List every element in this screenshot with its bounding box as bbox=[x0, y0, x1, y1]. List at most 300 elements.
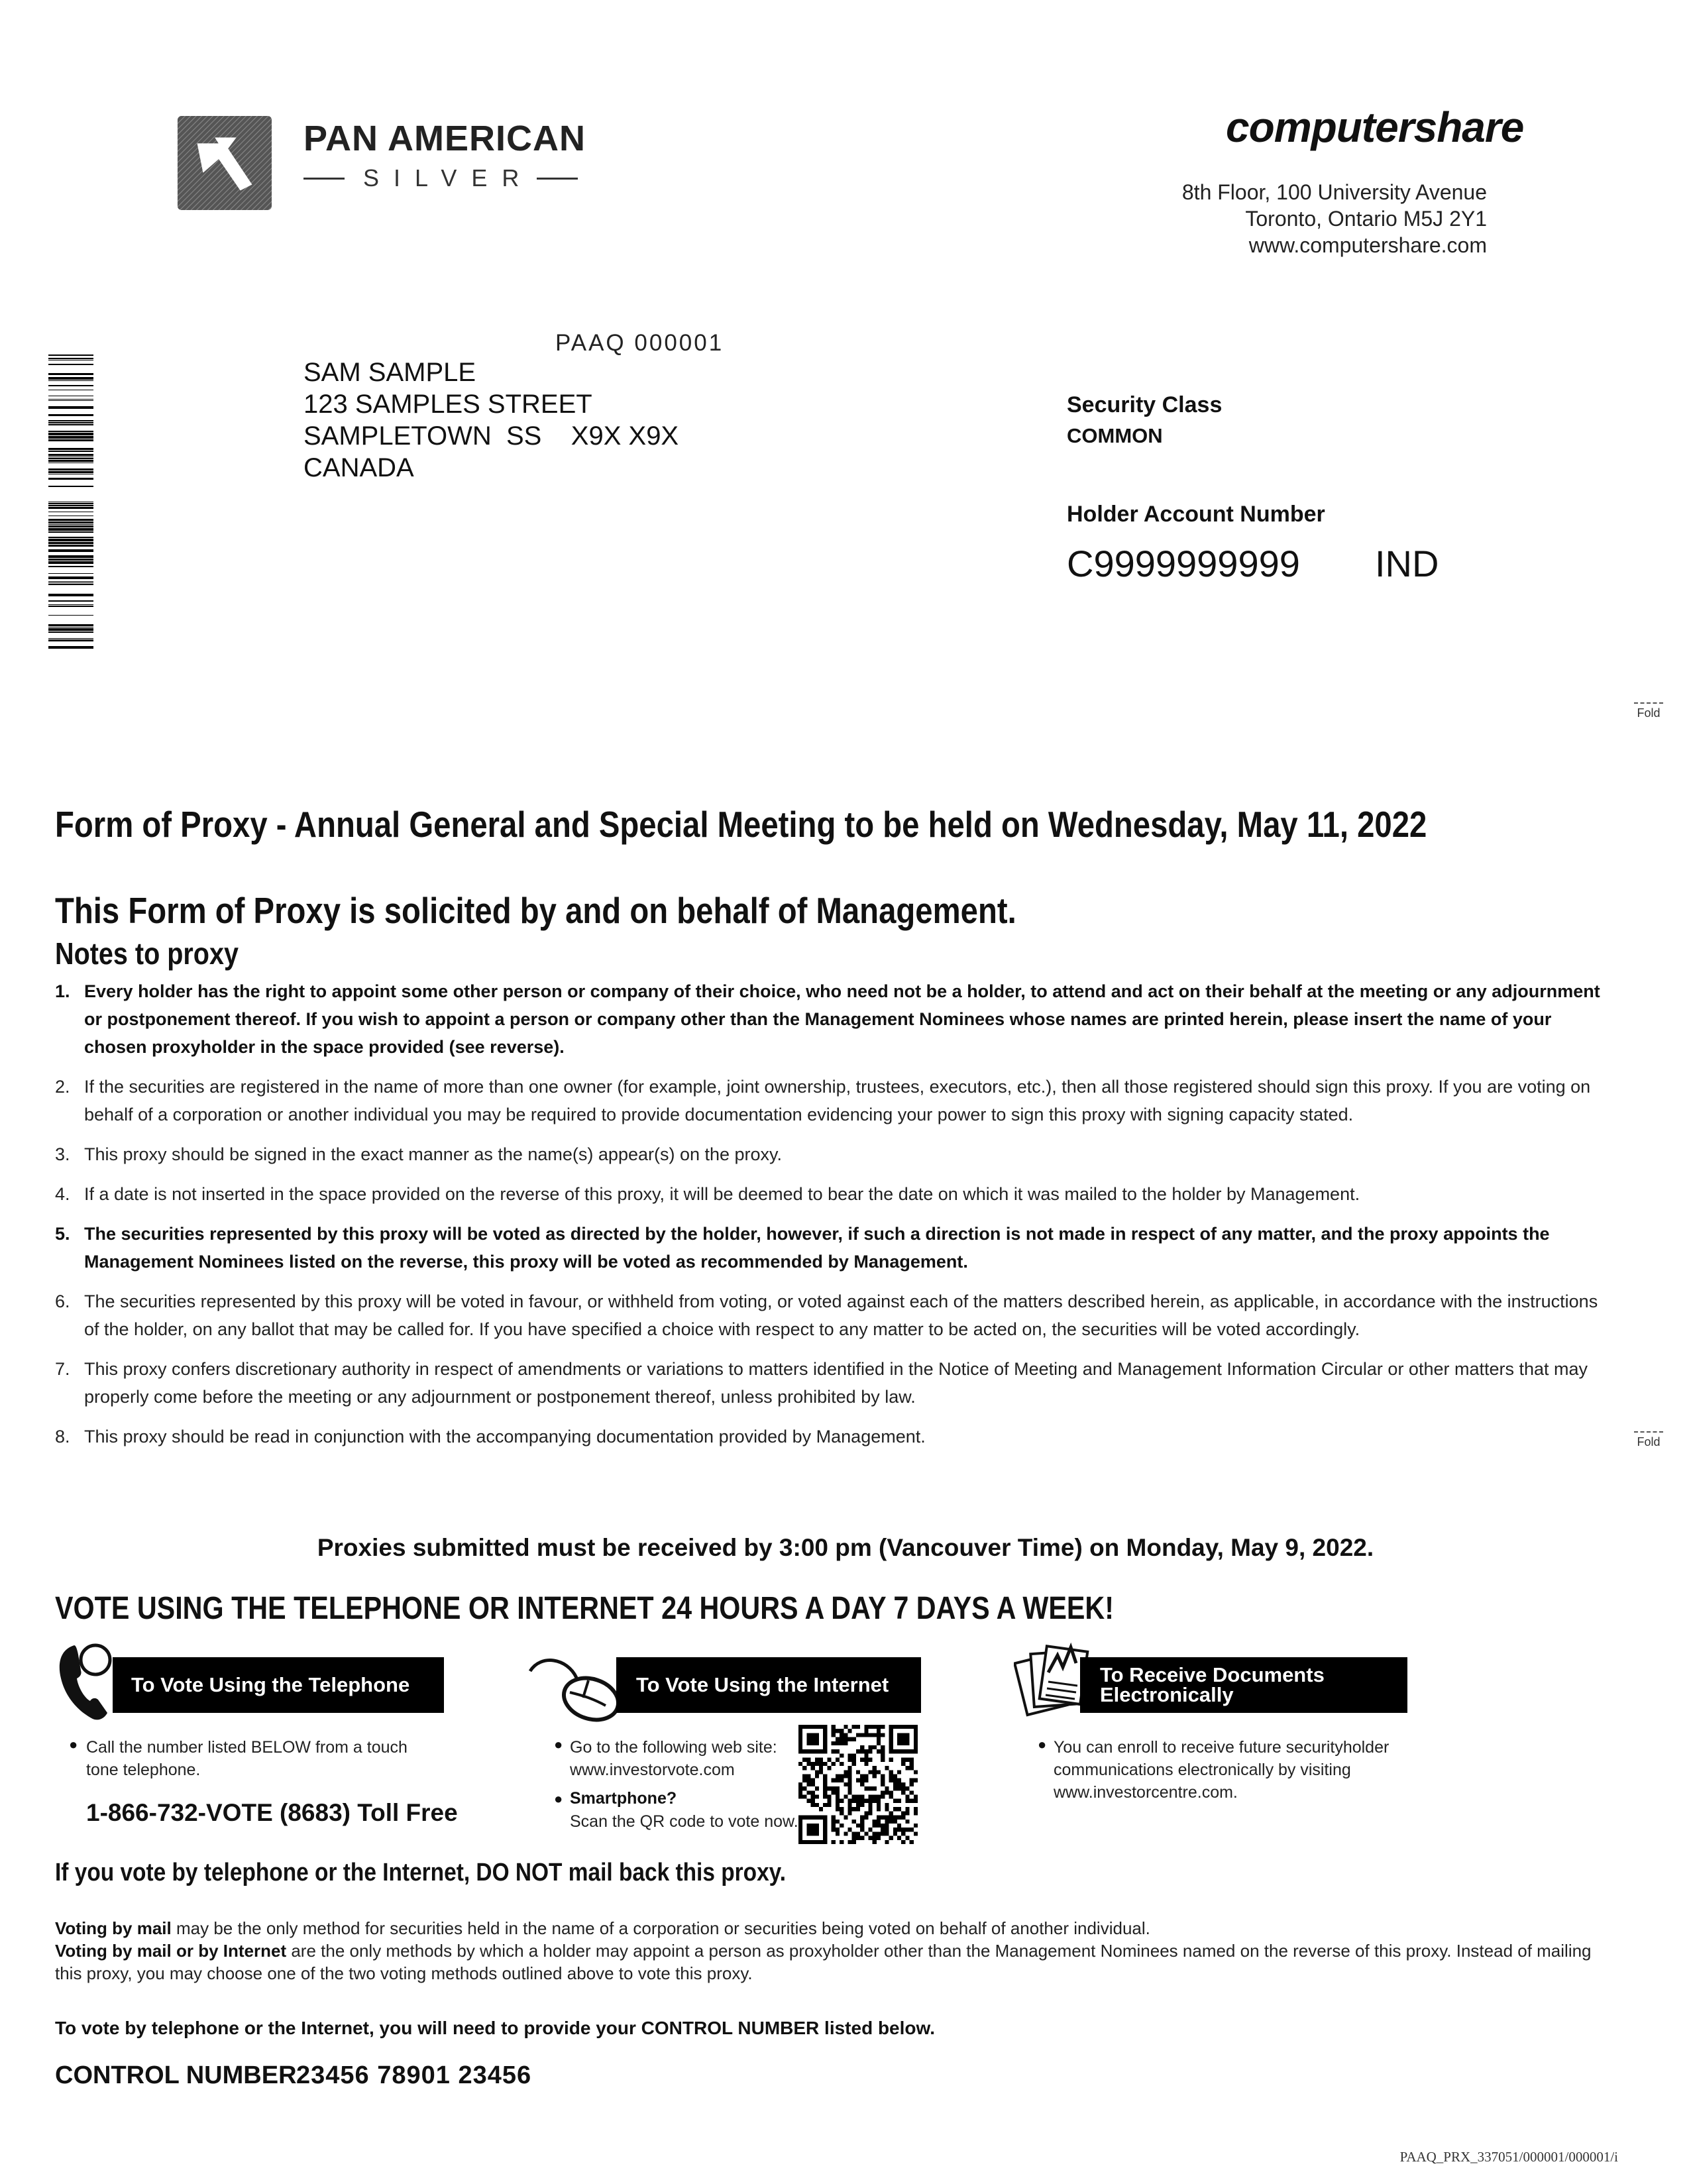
qr-module bbox=[910, 1725, 914, 1729]
qr-module bbox=[815, 1749, 819, 1753]
logo-rule-right bbox=[537, 178, 578, 180]
qr-module bbox=[860, 1749, 864, 1753]
qr-module bbox=[877, 1803, 881, 1807]
qr-module bbox=[877, 1831, 881, 1835]
qr-module bbox=[852, 1831, 856, 1835]
qr-module bbox=[910, 1749, 914, 1753]
qr-module bbox=[827, 1803, 831, 1807]
qr-module bbox=[860, 1778, 864, 1782]
qr-module bbox=[815, 1824, 819, 1828]
qr-module bbox=[840, 1762, 844, 1766]
qr-module bbox=[897, 1778, 901, 1782]
barcode-bar bbox=[48, 424, 93, 425]
qr-module bbox=[847, 1766, 851, 1770]
qr-module bbox=[914, 1729, 918, 1733]
barcode-bar bbox=[48, 584, 93, 585]
agent-address bbox=[1182, 179, 1487, 258]
qr-module bbox=[811, 1828, 815, 1831]
qr-module bbox=[889, 1774, 893, 1778]
qr-module bbox=[823, 1836, 827, 1840]
qr-module bbox=[844, 1795, 847, 1799]
barcode-bar bbox=[48, 406, 93, 409]
qr-module bbox=[869, 1770, 873, 1774]
qr-module bbox=[885, 1766, 889, 1770]
internet-instructions[interactable]: Go to the following web site: www.investorvote.com bbox=[570, 1738, 777, 1779]
qr-module bbox=[889, 1749, 893, 1753]
documents-instructions[interactable]: You can enroll to receive future securityholder communications electronically by visiting www.investorcentre.com. bbox=[1054, 1738, 1390, 1802]
qr-module bbox=[815, 1725, 819, 1729]
qr-module bbox=[881, 1733, 885, 1737]
qr-module bbox=[823, 1790, 827, 1794]
qr-module bbox=[802, 1840, 806, 1844]
issuer-logo-line1: PAN AMERICAN bbox=[303, 119, 586, 158]
qr-module bbox=[897, 1725, 901, 1729]
note-number: 7. bbox=[55, 1359, 70, 1379]
qr-module bbox=[914, 1749, 918, 1753]
qr-module bbox=[802, 1725, 806, 1729]
qr-module bbox=[798, 1824, 802, 1828]
barcode-bar bbox=[48, 566, 93, 567]
qr-module bbox=[802, 1758, 806, 1762]
qr-module bbox=[798, 1831, 802, 1835]
qr-module bbox=[823, 1725, 827, 1729]
qr-module bbox=[901, 1790, 905, 1794]
barcode-bar bbox=[48, 431, 93, 432]
qr-module bbox=[819, 1749, 823, 1753]
telephone-icon bbox=[54, 1640, 121, 1725]
qr-module bbox=[836, 1786, 840, 1790]
qr-module bbox=[901, 1811, 905, 1815]
qr-module bbox=[811, 1733, 815, 1737]
do-not-mail-warning: If you vote by telephone or the Internet, DO NOT mail back this proxy. bbox=[55, 1859, 787, 1886]
qr-module bbox=[905, 1737, 909, 1741]
qr-module bbox=[802, 1816, 806, 1820]
qr-module bbox=[798, 1836, 802, 1840]
qr-module bbox=[877, 1741, 881, 1745]
qr-module bbox=[889, 1820, 893, 1824]
qr-module bbox=[806, 1782, 810, 1786]
voting-by-mail-info bbox=[55, 1917, 1606, 1985]
qr-module bbox=[798, 1820, 802, 1824]
qr-module bbox=[910, 1799, 914, 1803]
qr-module bbox=[877, 1807, 881, 1811]
qr-module bbox=[860, 1828, 864, 1831]
note-number: 1. bbox=[55, 981, 70, 1001]
qr-module bbox=[798, 1828, 802, 1831]
qr-module bbox=[856, 1749, 860, 1753]
qr-module bbox=[860, 1816, 864, 1820]
qr-module bbox=[823, 1749, 827, 1753]
note-item bbox=[55, 1355, 1606, 1411]
qr-module bbox=[832, 1786, 836, 1790]
holder-account-type: IND bbox=[1375, 543, 1439, 584]
qr-module bbox=[873, 1831, 877, 1835]
barcode-bar bbox=[48, 627, 93, 628]
qr-module bbox=[840, 1741, 844, 1745]
qr-module bbox=[889, 1816, 893, 1820]
qr-module bbox=[815, 1741, 819, 1745]
qr-module bbox=[869, 1786, 873, 1790]
note-item bbox=[55, 1180, 1606, 1208]
qr-module bbox=[873, 1795, 877, 1799]
qr-module bbox=[881, 1816, 885, 1820]
qr-module bbox=[811, 1795, 815, 1799]
qr-module bbox=[836, 1778, 840, 1782]
note-number: 6. bbox=[55, 1291, 70, 1311]
qr-module bbox=[873, 1786, 877, 1790]
qr-module bbox=[914, 1725, 918, 1729]
qr-module bbox=[901, 1725, 905, 1729]
qr-module bbox=[897, 1733, 901, 1737]
qr-module bbox=[847, 1803, 851, 1807]
qr-module bbox=[889, 1811, 893, 1815]
qr-module bbox=[869, 1799, 873, 1803]
qr-module bbox=[832, 1725, 836, 1729]
qr-module bbox=[901, 1758, 905, 1762]
barcode-bar bbox=[48, 519, 93, 521]
note-number: 8. bbox=[55, 1427, 70, 1447]
qr-module bbox=[815, 1795, 819, 1799]
control-number-instruction: To vote by telephone or the Internet, you will need to provide your CONTROL NUMBER listed below. bbox=[55, 2018, 936, 2038]
qr-module bbox=[893, 1786, 897, 1790]
qr-module bbox=[881, 1758, 885, 1762]
qr-module bbox=[860, 1758, 864, 1762]
qr-module bbox=[836, 1831, 840, 1835]
qr-module bbox=[914, 1737, 918, 1741]
qr-module bbox=[836, 1795, 840, 1799]
qr-module bbox=[811, 1749, 815, 1753]
barcode-bar bbox=[48, 573, 93, 574]
qr-module bbox=[823, 1828, 827, 1831]
qr-module bbox=[823, 1762, 827, 1766]
qr-module bbox=[873, 1799, 877, 1803]
qr-module bbox=[905, 1795, 909, 1799]
qr-module bbox=[847, 1758, 851, 1762]
qr-module bbox=[847, 1729, 851, 1733]
bullet-icon: ● bbox=[554, 1736, 563, 1753]
qr-module bbox=[889, 1741, 893, 1745]
qr-module bbox=[811, 1737, 815, 1741]
barcode-bar bbox=[48, 528, 93, 531]
qr-module bbox=[798, 1733, 802, 1737]
barcode-bar bbox=[48, 624, 93, 626]
qr-module bbox=[811, 1766, 815, 1770]
qr-module bbox=[823, 1831, 827, 1835]
qr-module bbox=[864, 1831, 868, 1835]
qr-module bbox=[860, 1774, 864, 1778]
qr-module bbox=[910, 1828, 914, 1831]
qr-module bbox=[905, 1828, 909, 1831]
qr-module bbox=[832, 1729, 836, 1733]
qr-module bbox=[844, 1741, 847, 1745]
qr-module bbox=[811, 1782, 815, 1786]
qr-module bbox=[864, 1816, 868, 1820]
qr-module bbox=[885, 1807, 889, 1811]
fold-label: Fold bbox=[1637, 706, 1661, 720]
qr-module bbox=[897, 1836, 901, 1840]
barcode-bar bbox=[48, 422, 93, 423]
qr-module bbox=[893, 1799, 897, 1803]
qr-module bbox=[869, 1725, 873, 1729]
qr-module bbox=[819, 1766, 823, 1770]
qr-module bbox=[840, 1807, 844, 1811]
qr-module bbox=[889, 1758, 893, 1762]
address-line: SAMPLETOWN SS X9X X9X bbox=[303, 421, 679, 451]
qr-module bbox=[840, 1840, 844, 1844]
note-item bbox=[55, 1287, 1606, 1343]
qr-module bbox=[847, 1799, 851, 1803]
qr-module bbox=[869, 1749, 873, 1753]
barcode-bar bbox=[48, 615, 93, 616]
qr-module bbox=[860, 1820, 864, 1824]
qr-module bbox=[897, 1786, 901, 1790]
qr-module bbox=[815, 1840, 819, 1844]
qr-module bbox=[844, 1782, 847, 1786]
qr-module bbox=[914, 1831, 918, 1835]
qr-module bbox=[869, 1803, 873, 1807]
qr-module bbox=[840, 1733, 844, 1737]
qr-module bbox=[881, 1782, 885, 1786]
qr-module bbox=[811, 1840, 815, 1844]
qr-module bbox=[798, 1725, 802, 1729]
qr-module bbox=[877, 1824, 881, 1828]
qr-module bbox=[905, 1749, 909, 1753]
qr-module bbox=[840, 1799, 844, 1803]
qr-module bbox=[847, 1770, 851, 1774]
barcode-bar bbox=[48, 594, 93, 596]
barcode-bar bbox=[48, 451, 93, 452]
note-text: This proxy should be read in conjunction with the accompanying documentation provided by Management. bbox=[84, 1427, 926, 1447]
qr-module bbox=[852, 1758, 856, 1762]
agent-address-line: 8th Floor, 100 University Avenue bbox=[1181, 180, 1487, 204]
qr-module bbox=[897, 1828, 901, 1831]
barcode-bar bbox=[48, 458, 93, 459]
qr-module bbox=[893, 1820, 897, 1824]
vote-internet-header: To Vote Using the Internet bbox=[616, 1657, 921, 1713]
qr-module bbox=[844, 1831, 847, 1835]
qr-module bbox=[798, 1737, 802, 1741]
qr-module bbox=[901, 1816, 905, 1820]
qr-module bbox=[889, 1729, 893, 1733]
barcode-bar bbox=[48, 537, 93, 538]
qr-module bbox=[815, 1803, 819, 1807]
qr-module bbox=[832, 1824, 836, 1828]
qr-module bbox=[823, 1733, 827, 1737]
qr-module bbox=[860, 1795, 864, 1799]
qr-module bbox=[914, 1795, 918, 1799]
qr-module bbox=[819, 1762, 823, 1766]
qr-module bbox=[873, 1840, 877, 1844]
note-text: If a date is not inserted in the space provided on the reverse of this proxy, it will be deemed to bear the date on which it was mailed to the holder by Management. bbox=[84, 1184, 1360, 1204]
qr-module bbox=[864, 1799, 868, 1803]
qr-module bbox=[905, 1758, 909, 1762]
qr-module bbox=[864, 1762, 868, 1766]
qr-module bbox=[802, 1786, 806, 1790]
barcode-bar bbox=[48, 454, 93, 456]
qr-module bbox=[832, 1762, 836, 1766]
qr-module bbox=[856, 1725, 860, 1729]
qr-module bbox=[811, 1741, 815, 1745]
qr-module bbox=[852, 1840, 856, 1844]
qr-module bbox=[832, 1816, 836, 1820]
qr-module bbox=[914, 1741, 918, 1745]
telephone-instructions: Call the number listed BELOW from a touch tone telephone. bbox=[86, 1738, 408, 1779]
qr-module bbox=[905, 1807, 909, 1811]
holder-account-number: C9999999999 bbox=[1067, 543, 1300, 584]
qr-module bbox=[873, 1774, 877, 1778]
barcode-bar bbox=[48, 377, 93, 380]
qr-module bbox=[864, 1758, 868, 1762]
telephone-number[interactable]: 1-866-732-VOTE (8683) Toll Free bbox=[86, 1799, 458, 1826]
form-title: Form of Proxy - Annual General and Special Meeting to be held on Wednesday, May 11, 2022 bbox=[55, 804, 1427, 845]
qr-module bbox=[881, 1725, 885, 1729]
barcode-bar bbox=[48, 471, 93, 473]
qr-module bbox=[873, 1733, 877, 1737]
note-text: The securities represented by this proxy will be voted as directed by the holder, however, if such a direction is not made in respect of any matter, and the proxy appoints the Management Nominees listed on the reverse, this proxy will be voted as recommended by Management. bbox=[84, 1224, 1550, 1272]
qr-module bbox=[844, 1770, 847, 1774]
qr-module bbox=[823, 1774, 827, 1778]
barcode-bar bbox=[48, 460, 93, 462]
qr-module bbox=[832, 1749, 836, 1753]
qr-module bbox=[877, 1816, 881, 1820]
barcode-bar bbox=[48, 576, 93, 579]
qr-module bbox=[806, 1749, 810, 1753]
vote-heading: VOTE USING THE TELEPHONE OR INTERNET 24 HOURS A DAY 7 DAYS A WEEK! bbox=[55, 1591, 1114, 1626]
mail-para-line bbox=[55, 1917, 1606, 1939]
fold-label: Fold bbox=[1637, 1435, 1661, 1448]
qr-module bbox=[836, 1828, 840, 1831]
control-number-value: 23456 78901 23456 bbox=[296, 2061, 532, 2089]
qr-module bbox=[815, 1737, 819, 1741]
barcode-icon bbox=[48, 355, 93, 649]
qr-module bbox=[836, 1790, 840, 1794]
qr-module bbox=[847, 1840, 851, 1844]
qr-module bbox=[877, 1836, 881, 1840]
qr-module bbox=[860, 1836, 864, 1840]
qr-module bbox=[897, 1749, 901, 1753]
qr-module bbox=[852, 1762, 856, 1766]
qr-module bbox=[889, 1745, 893, 1749]
qr-module bbox=[864, 1729, 868, 1733]
qr-module bbox=[852, 1807, 856, 1811]
qr-module bbox=[856, 1831, 860, 1835]
qr-module bbox=[815, 1774, 819, 1778]
qr-module bbox=[836, 1741, 840, 1745]
qr-module bbox=[815, 1831, 819, 1835]
barcode-bar bbox=[48, 468, 93, 470]
qr-module bbox=[881, 1749, 885, 1753]
solicitation-title: This Form of Proxy is solicited by and on behalf of Management. bbox=[55, 890, 1016, 931]
qr-module bbox=[806, 1725, 810, 1729]
note-number: 4. bbox=[55, 1184, 70, 1204]
qr-module bbox=[798, 1745, 802, 1749]
qr-module bbox=[877, 1749, 881, 1753]
agent-address-line: www.computershare.com bbox=[1248, 233, 1487, 257]
qr-module bbox=[823, 1745, 827, 1749]
qr-module bbox=[806, 1778, 810, 1782]
qr-module bbox=[806, 1831, 810, 1835]
qr-module bbox=[798, 1782, 802, 1786]
qr-module bbox=[832, 1828, 836, 1831]
pan-american-silver-logo-icon bbox=[176, 114, 274, 212]
qr-module bbox=[832, 1733, 836, 1737]
qr-module bbox=[836, 1803, 840, 1807]
qr-module bbox=[811, 1790, 815, 1794]
qr-module bbox=[914, 1770, 918, 1774]
barcode-bar bbox=[48, 646, 93, 649]
qr-module bbox=[897, 1816, 901, 1820]
note-number: 2. bbox=[55, 1077, 70, 1097]
qr-module bbox=[905, 1811, 909, 1815]
qr-module bbox=[811, 1799, 815, 1803]
mailing-address bbox=[303, 356, 679, 484]
qr-module bbox=[873, 1745, 877, 1749]
note-text: If the securities are registered in the name of more than one owner (for example, joint ownership, trustees, executors, etc.), then all those registered should sign this proxy. If you are voting on behalf of a corporation or another individual you may be required to provide documentation evidencing your power to sign this proxy with signing capacity stated. bbox=[84, 1077, 1591, 1124]
qr-module bbox=[823, 1824, 827, 1828]
qr-module bbox=[832, 1741, 836, 1745]
barcode-bar bbox=[48, 524, 93, 525]
qr-module bbox=[910, 1782, 914, 1786]
qr-module bbox=[815, 1786, 819, 1790]
qr-module bbox=[914, 1799, 918, 1803]
qr-module bbox=[905, 1786, 909, 1790]
barcode-bar bbox=[48, 581, 93, 582]
qr-module bbox=[819, 1770, 823, 1774]
qr-module bbox=[885, 1786, 889, 1790]
barcode-bar bbox=[48, 380, 93, 381]
qr-module bbox=[806, 1790, 810, 1794]
qr-module bbox=[881, 1828, 885, 1831]
qr-module bbox=[836, 1820, 840, 1824]
qr-module bbox=[897, 1807, 901, 1811]
qr-module bbox=[815, 1733, 819, 1737]
qr-module bbox=[856, 1824, 860, 1828]
qr-module bbox=[910, 1840, 914, 1844]
qr-module bbox=[889, 1790, 893, 1794]
qr-module bbox=[832, 1820, 836, 1824]
qr-module bbox=[864, 1811, 868, 1815]
qr-module bbox=[893, 1828, 897, 1831]
qr-module bbox=[881, 1778, 885, 1782]
qr-module bbox=[869, 1807, 873, 1811]
mail-para-text: may be the only method for securities held in the name of a corporation or securities being voted on behalf of another individual. bbox=[171, 1918, 1150, 1938]
qr-module bbox=[881, 1824, 885, 1828]
qr-module bbox=[840, 1737, 844, 1741]
barcode-bar bbox=[48, 420, 93, 421]
qr-module bbox=[864, 1749, 868, 1753]
qr-module bbox=[847, 1778, 851, 1782]
qr-module bbox=[905, 1725, 909, 1729]
qr-module bbox=[893, 1807, 897, 1811]
qr-module bbox=[815, 1816, 819, 1820]
qr-module bbox=[873, 1824, 877, 1828]
qr-module bbox=[897, 1737, 901, 1741]
qr-module bbox=[823, 1741, 827, 1745]
qr-code-icon[interactable] bbox=[798, 1725, 918, 1844]
qr-module bbox=[827, 1795, 831, 1799]
qr-module bbox=[836, 1729, 840, 1733]
qr-module bbox=[836, 1758, 840, 1762]
barcode-bar bbox=[48, 414, 93, 416]
barcode-bar bbox=[48, 606, 93, 607]
qr-module bbox=[798, 1840, 802, 1844]
barcode-bar bbox=[48, 549, 93, 552]
qr-module bbox=[877, 1795, 881, 1799]
mail-para-line bbox=[55, 1939, 1606, 1985]
qr-module bbox=[827, 1758, 831, 1762]
qr-module bbox=[905, 1820, 909, 1824]
qr-module bbox=[798, 1749, 802, 1753]
